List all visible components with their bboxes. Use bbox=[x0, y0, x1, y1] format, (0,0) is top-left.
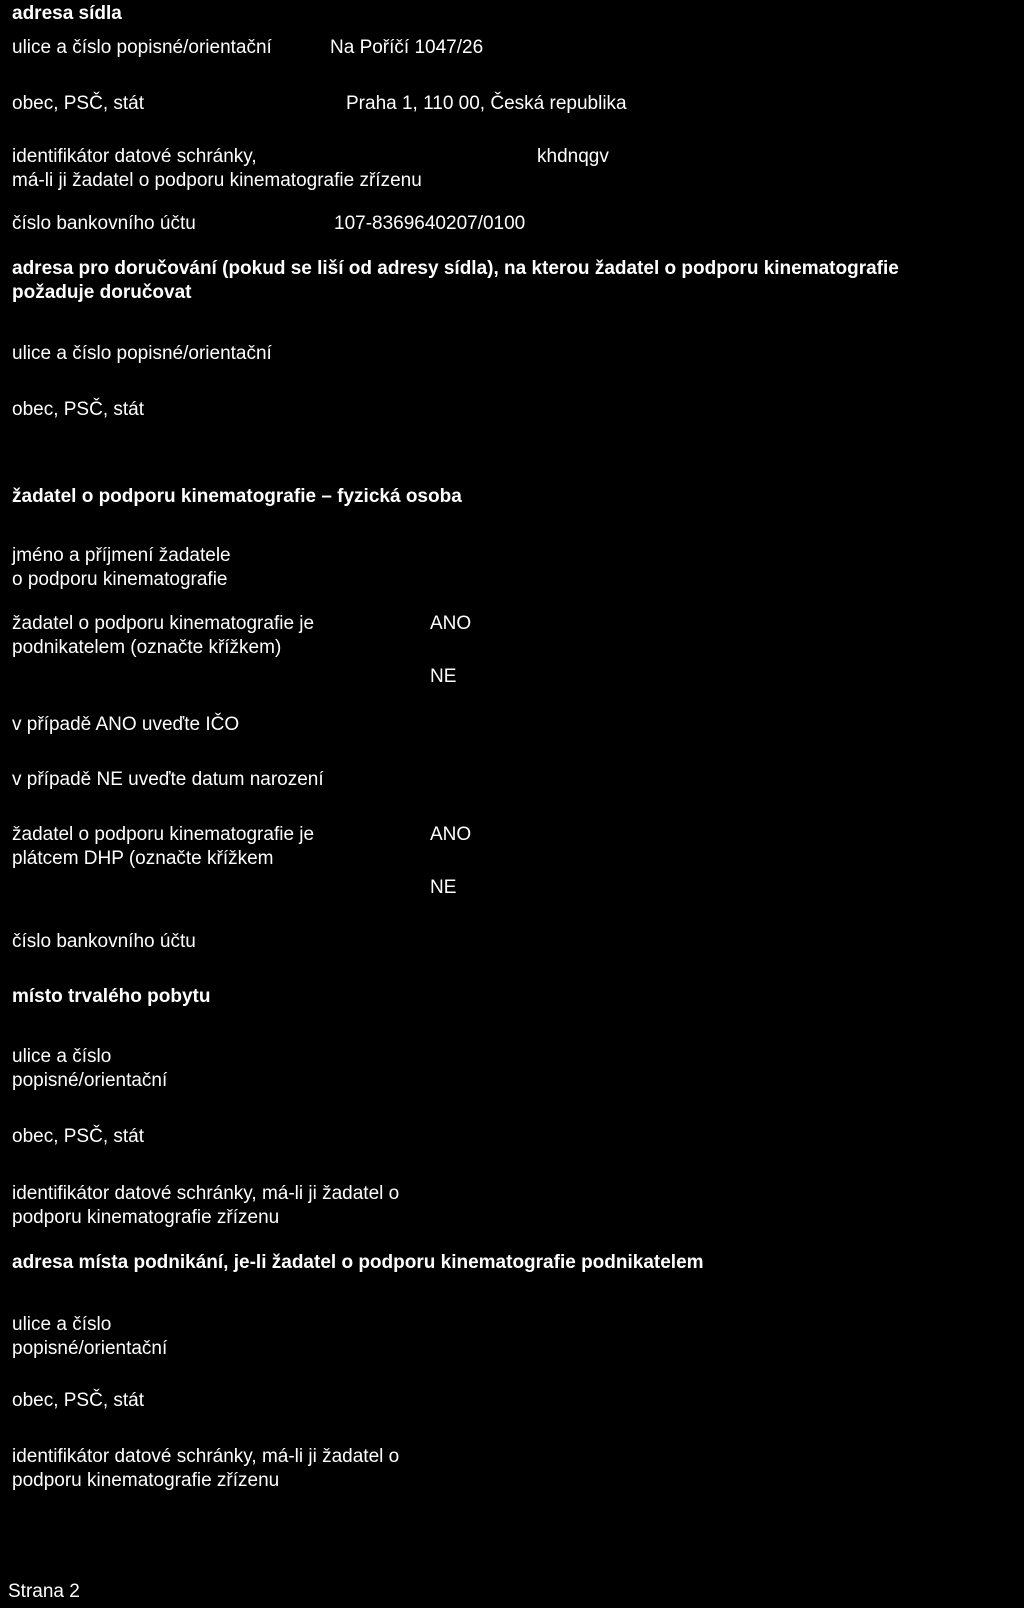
fo-vat-label-line1: žadatel o podporu kinematografie je bbox=[12, 824, 315, 845]
fo-bank-label: číslo bankovního účtu bbox=[12, 931, 196, 952]
dorucovani-street-label: ulice a číslo popisné/orientační bbox=[12, 343, 272, 364]
tp-street-label-line1: ulice a číslo bbox=[12, 1046, 112, 1067]
fo-vat-yes-option[interactable]: ANO bbox=[430, 824, 472, 845]
mp-street-label-line1: ulice a číslo bbox=[12, 1314, 112, 1335]
fo-birthdate-label: v případě NE uveďte datum narození bbox=[12, 769, 324, 790]
section-heading-sidlo: adresa sídla bbox=[12, 3, 122, 24]
sidlo-databox-label-line2: má-li ji žadatel o podporu kinematografie zřízenu bbox=[12, 170, 422, 191]
section-heading-misto-podnikani: adresa místa podnikání, je-li žadatel o podporu kinematografie podnikatelem bbox=[12, 1252, 704, 1273]
section-heading-trvaly-pobyt: místo trvalého pobytu bbox=[12, 986, 211, 1007]
sidlo-bank-label: číslo bankovního účtu bbox=[12, 213, 196, 234]
fo-vat-label-line2: plátcem DHP (označte křížkem bbox=[12, 848, 274, 869]
fo-name-label-line1: jméno a příjmení žadatele bbox=[12, 545, 231, 566]
sidlo-bank-value: 107-8369640207/0100 bbox=[334, 213, 526, 234]
sidlo-databox-value: khdnqgv bbox=[537, 146, 609, 167]
fo-ico-label: v případě ANO uveďte IČO bbox=[12, 714, 240, 735]
sidlo-city-label: obec, PSČ, stát bbox=[12, 93, 145, 114]
mp-street-label-line2: popisné/orientační bbox=[12, 1338, 168, 1359]
sidlo-city-value: Praha 1, 110 00, Česká republika bbox=[346, 93, 627, 114]
tp-street-label-line2: popisné/orientační bbox=[12, 1070, 168, 1091]
dorucovani-city-label: obec, PSČ, stát bbox=[12, 399, 145, 420]
mp-databox-label-line1: identifikátor datové schránky, má-li ji žadatel o bbox=[12, 1446, 400, 1467]
section-heading-fyzicka-osoba: žadatel o podporu kinematografie – fyzická osoba bbox=[12, 486, 462, 507]
mp-city-label: obec, PSČ, stát bbox=[12, 1390, 145, 1411]
sidlo-street-value: Na Poříčí 1047/26 bbox=[330, 37, 484, 58]
fo-entrepreneur-no-option[interactable]: NE bbox=[430, 666, 457, 687]
section-heading-dorucovani-line2: požaduje doručovat bbox=[12, 282, 192, 303]
mp-databox-label-line2: podporu kinematografie zřízenu bbox=[12, 1470, 280, 1491]
fo-entrepreneur-label-line1: žadatel o podporu kinematografie je bbox=[12, 613, 315, 634]
tp-city-label: obec, PSČ, stát bbox=[12, 1126, 145, 1147]
page-number: Strana 2 bbox=[8, 1581, 80, 1602]
sidlo-street-label: ulice a číslo popisné/orientační bbox=[12, 37, 272, 58]
fo-vat-no-option[interactable]: NE bbox=[430, 877, 457, 898]
section-heading-dorucovani-line1: adresa pro doručování (pokud se liší od adresy sídla), na kterou žadatel o podporu kinematografie bbox=[12, 258, 899, 279]
sidlo-databox-label-line1: identifikátor datové schránky, bbox=[12, 146, 257, 167]
fo-name-label-line2: o podporu kinematografie bbox=[12, 569, 228, 590]
fo-entrepreneur-label-line2: podnikatelem (označte křížkem) bbox=[12, 637, 282, 658]
tp-databox-label-line2: podporu kinematografie zřízenu bbox=[12, 1207, 280, 1228]
fo-entrepreneur-yes-option[interactable]: ANO bbox=[430, 613, 472, 634]
tp-databox-label-line1: identifikátor datové schránky, má-li ji žadatel o bbox=[12, 1183, 400, 1204]
